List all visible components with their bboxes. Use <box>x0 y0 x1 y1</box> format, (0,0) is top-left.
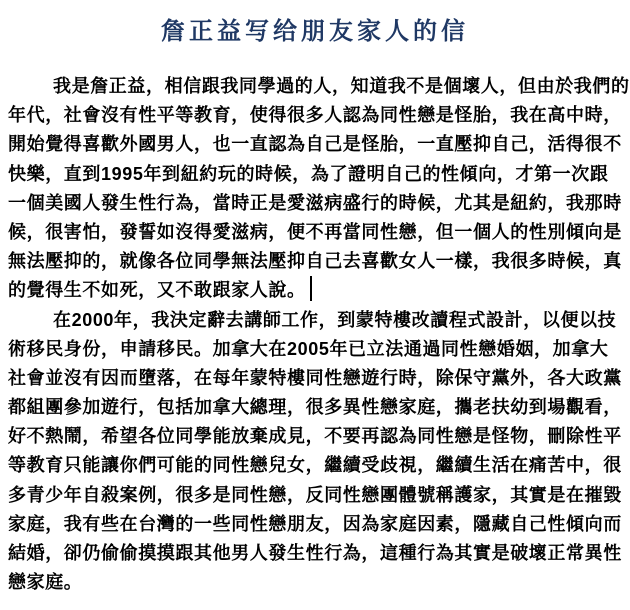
text-line: 我是詹正益，相信跟我同學過的人，知道我不是個壞人，但由於我們的 <box>53 76 630 96</box>
text-line: 在2000年，我決定辭去講師工作，到蒙特樓改讀程式設計，以便以技 <box>53 309 617 330</box>
text-line: 多青少年自殺案例，很多是同性戀，反同性戀團體號稱護家，其實是在摧毀 <box>8 484 622 505</box>
document-body <box>8 72 630 597</box>
text-line: 年代，社會沒有性平等教育，使得很多人認為同性戀是怪胎，我在高中時， <box>8 105 622 126</box>
text-line: 開始覺得喜歡外國男人，也一直認為自己是怪胎，一直壓抑自己，活得很不 <box>8 134 622 155</box>
document-title: 詹正益写给朋友家人的信 <box>161 19 469 45</box>
text-line: 快樂，直到1995年到紐約玩的時候，為了證明自己的性傾向，才第一次跟 <box>8 163 609 184</box>
text-line-content: 的覺得生不如死，又不敢跟家人說。 <box>8 280 306 301</box>
text-line: 術移民身份，申請移民。加拿大在2005年已立法通過同性戀婚姻，加拿大 <box>8 338 609 359</box>
text-line: 等教育只能讓你們可能的同性戀兒女，繼續受歧視，繼續生活在痛苦中，很 <box>8 455 622 476</box>
text-line: 都組團參加遊行，包括加拿大總理，很多異性戀家庭，攜老扶幼到場觀看， <box>8 397 622 418</box>
text-line <box>8 276 624 305</box>
text-line: 一個美國人發生性行為，當時正是愛滋病盛行的時候，尤其是紐約，我那時 <box>8 192 622 213</box>
text-line: 好不熱鬧，希望各位同學能放棄成見，不要再認為同性戀是怪物，刪除性平 <box>8 426 622 447</box>
text-line: 家庭，我有些在台灣的一些同性戀朋友，因為家庭因素，隱藏自己性傾向而 <box>8 513 622 534</box>
text-line: 戀家庭。 <box>8 572 83 593</box>
text-line: 無法壓抑的，就像各位同學無法壓抑自己去喜歡女人一樣，我很多時候，真 <box>8 251 622 272</box>
text-line: 候，很害怕，發誓如沒得愛滋病，便不再當同性戀，但一個人的性別傾向是 <box>8 221 622 242</box>
text-line: 結婚，卻仍偷偷摸摸跟其他男人發生性行為，這種行為其實是破壞正常異性 <box>8 543 622 563</box>
text-line: 社會並沒有因而墮落，在每年蒙特樓同性戀遊行時，除保守黨外，各大政黨 <box>8 367 622 388</box>
text-caret <box>310 276 312 301</box>
